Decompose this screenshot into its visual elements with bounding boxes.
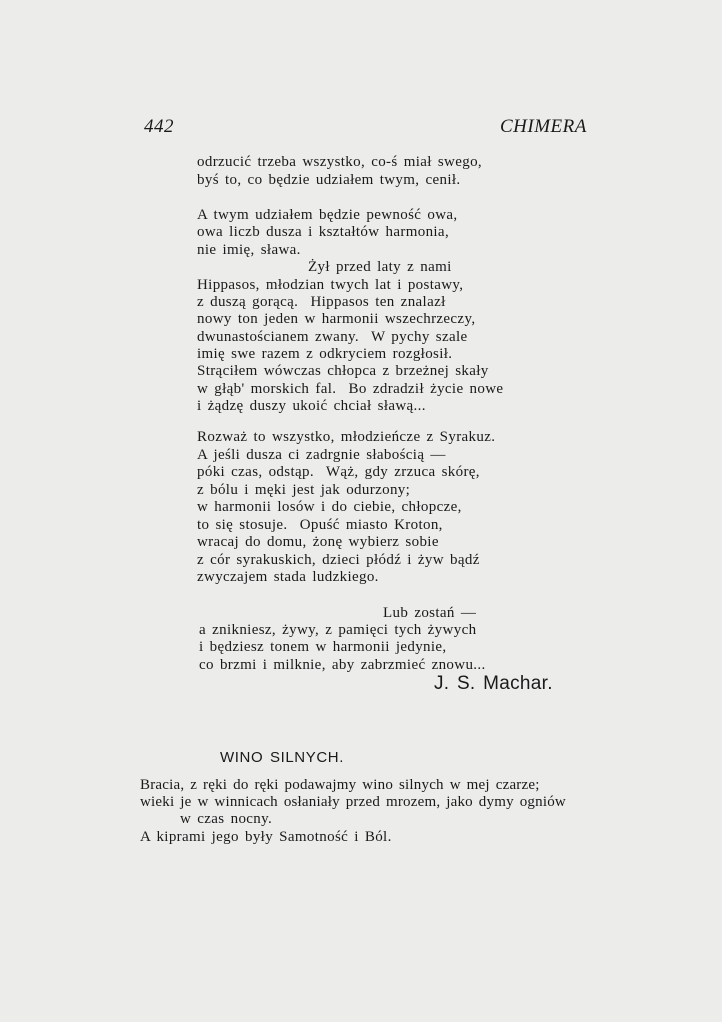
verse-line: wieki je w winnicach osłaniały przed mrozem, jako dymy ogniów xyxy=(140,794,566,810)
verse-line: Rozważ to wszystko, młodzieńcze z Syrakuz. xyxy=(197,429,496,445)
verse-line: Hippasos, młodzian twych lat i postawy, xyxy=(197,277,464,293)
verse-line: w harmonii losów i do ciebie, chłopcze, xyxy=(197,499,462,515)
verse-line: z bólu i męki jest jak odurzony; xyxy=(197,482,411,498)
verse-line: Bracia, z ręki do ręki podawajmy wino silnych w mej czarze; xyxy=(140,777,540,793)
poem-title: WINO SILNYCH. xyxy=(220,749,344,766)
verse-line: A twym udziałem będzie pewność owa, xyxy=(197,207,458,223)
verse-line: nowy ton jeden w harmonii wszechrzeczy, xyxy=(197,311,476,327)
verse-line: i żądzę duszy ukoić chciał sławą... xyxy=(197,398,426,414)
verse-line: zwyczajem stada ludzkiego. xyxy=(197,569,379,585)
verse-line: z duszą gorącą. Hippasos ten znalazł xyxy=(197,294,446,310)
verse-line: w czas nocny. xyxy=(180,811,273,827)
verse-line: odrzucić trzeba wszystko, co-ś miał swego, xyxy=(197,154,483,170)
verse-line: w głąb' morskich fal. Bo zdradził życie nowe xyxy=(197,381,504,397)
verse-line: a znikniesz, żywy, z pamięci tych żywych xyxy=(199,622,477,638)
verse-line: nie imię, sława. xyxy=(197,242,301,258)
verse-line: i będziesz tonem w harmonii jedynie, xyxy=(199,639,447,655)
author-signature: J. S. Machar. xyxy=(434,673,553,694)
verse-line: byś to, co będzie udziałem twym, cenił. xyxy=(197,172,461,188)
verse-line: A jeśli dusza ci zadrgnie słabością — xyxy=(197,447,446,463)
verse-line: póki czas, odstąp. Wąż, gdy zrzuca skórę, xyxy=(197,464,480,480)
verse-line: wracaj do domu, żonę wybierz sobie xyxy=(197,534,439,550)
page-number: 442 xyxy=(144,116,174,137)
verse-line: co brzmi i milknie, aby zabrzmieć znowu... xyxy=(199,657,486,673)
verse-line: imię swe razem z odkryciem rozgłosił. xyxy=(197,346,453,362)
verse-line: dwunastościanem zwany. W pychy szale xyxy=(197,329,468,345)
verse-line: Strąciłem wówczas chłopca z brzeżnej skały xyxy=(197,363,489,379)
verse-line: Lub zostań — xyxy=(383,605,477,621)
verse-line: owa liczb dusza i kształtów harmonia, xyxy=(197,224,450,240)
verse-line: z cór syrakuskich, dzieci płódź i żyw bądź xyxy=(197,552,480,568)
verse-line: A kiprami jego były Samotność i Ból. xyxy=(140,829,392,845)
verse-line: to się stosuje. Opuść miasto Kroton, xyxy=(197,517,443,533)
running-title: CHIMERA xyxy=(500,116,587,137)
verse-line: Żył przed laty z nami xyxy=(308,259,452,275)
